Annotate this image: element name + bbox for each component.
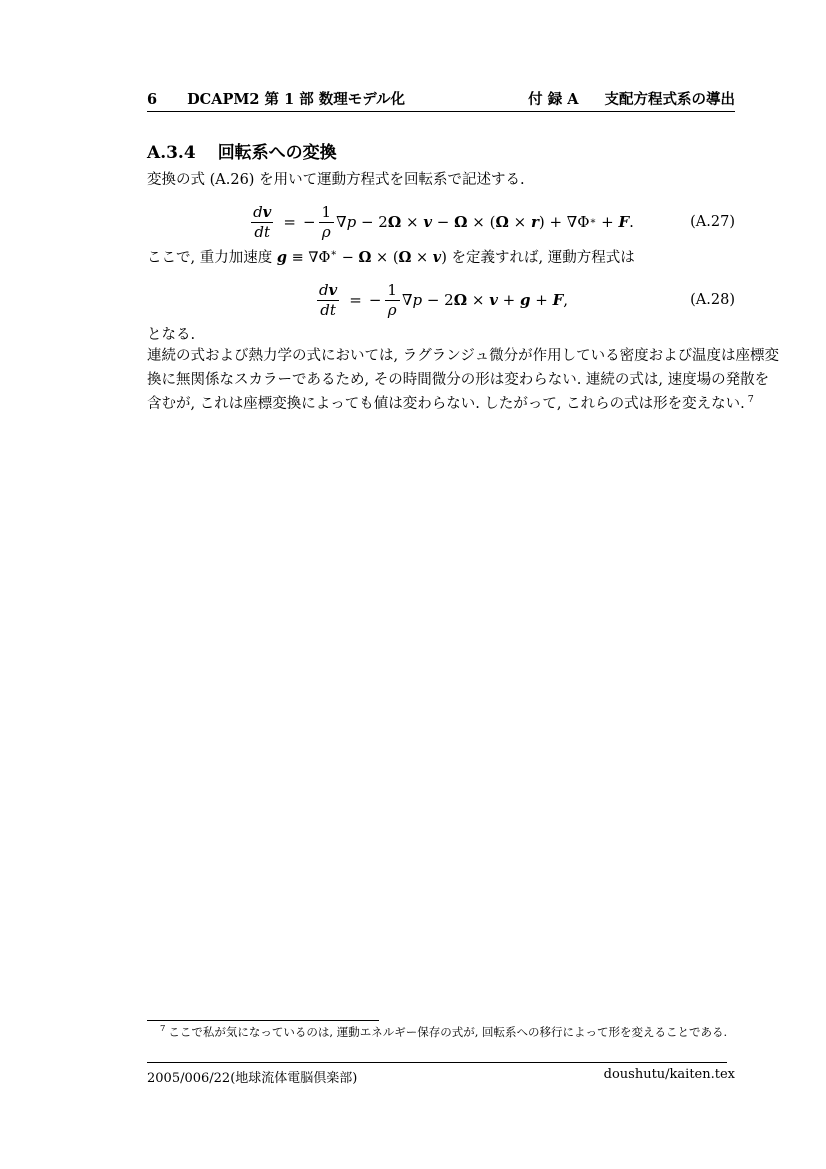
fraction-dv-dt: $\frac{dv}{dt}$ [253, 202, 272, 241]
header-rule [147, 111, 735, 112]
nabla-symbol: ∇ [401, 291, 413, 309]
minus-sign: − [368, 291, 382, 309]
omega-vector: Ω [453, 291, 468, 309]
page-footer [147, 1067, 735, 1086]
velocity-vector: v [423, 213, 433, 231]
velocity-vector: v [432, 249, 442, 266]
position-vector: r [530, 213, 539, 231]
gravity-vector: g [520, 291, 531, 309]
equals-sign: = [349, 291, 362, 309]
force-vector: F [552, 291, 564, 309]
omega-vector: Ω [358, 249, 372, 266]
page-header [147, 88, 735, 109]
footer-publisher: 2005/006/22(地球流体電脳倶楽部) [147, 1071, 358, 1086]
footer-rule [147, 1062, 727, 1063]
equation-a28 [147, 278, 735, 322]
footer-filename: doushutu/kaiten.tex [603, 1067, 735, 1082]
paragraph-line: 連続の式および熱力学の式においては, ラグランジュ微分が作用している密度および温度は座標変 [147, 348, 780, 364]
equation-a28-label: (A.28) [690, 292, 735, 308]
equals-sign: = [283, 213, 296, 231]
omega-vector: Ω [387, 213, 402, 231]
header-left [147, 88, 405, 109]
footnote-mark: 7 [160, 1024, 166, 1035]
fraction-dv-dt: $\frac{dv}{dt}$ [318, 280, 338, 319]
omega-vector: Ω [454, 213, 468, 231]
continuity-paragraph [147, 344, 780, 416]
section-number: A.3.4 [147, 143, 196, 163]
fraction-1-rho: $\frac{1}{\rho}$ [384, 283, 400, 318]
equation-a27 [147, 200, 735, 244]
header-right [528, 88, 735, 109]
intro-paragraph: 変換の式 (A.26) を用いて運動方程式を回転系で記述する. [147, 172, 525, 188]
equation-a27-body: $\frac{dv}{dt}$ = − $\frac{1}{\rho}$ ∇ p − 2 Ω × v − Ω × ( Ω × r ) + ∇Φ ∗ + F . [147, 200, 735, 244]
omega-vector: Ω [495, 213, 509, 231]
force-vector: F [618, 213, 630, 231]
fraction-1-rho: $\frac{1}{\rho}$ [319, 205, 335, 240]
footnote-text: ここで私が気になっているのは, 運動エネルギー保存の式が, 回転系への移行によって形を変えることである. [168, 1025, 728, 1039]
gravity-vector: g [276, 249, 287, 266]
nabla-symbol: ∇ [336, 213, 347, 231]
omega-vector: Ω [398, 249, 412, 266]
header-appendix-label: 付 録 A [528, 91, 579, 108]
equation-a27-label: (A.27) [690, 214, 735, 230]
footnote-reference-7: 7 [747, 394, 754, 406]
page-number: 6 [147, 91, 158, 108]
paragraph-line: 換に無関係なスカラーであるため, その時間微分の形は変わらない. 連続の式は, 速度場の発散を [147, 372, 770, 388]
velocity-vector: v [489, 291, 498, 309]
footnote-rule [147, 1020, 379, 1021]
paragraph-line: 含むが, これは座標変換によっても値は変わらない. したがって, これらの式は形を変えない. $^7$ [147, 394, 754, 412]
gravity-definition-paragraph: ここで, 重力加速度 g ≡ ∇Φ∗ − Ω × (Ω × v) を定義すれば, 運動方程式は [147, 248, 635, 266]
minus-sign: − [302, 213, 316, 231]
section-title: 回転系への変換 [217, 143, 337, 163]
equation-a28-body: $\frac{dv}{dt}$ = − $\frac{1}{\rho}$ ∇ p − 2 Ω × v + g + F , [147, 278, 735, 322]
section-heading [147, 138, 337, 163]
header-right-title: 支配方程式系の導出 [604, 91, 735, 108]
phi-star-superscript: ∗ [330, 248, 338, 260]
header-left-title: DCAPM2 第 1 部 数理モデル化 [187, 91, 406, 108]
tonaru-line: となる. [147, 327, 196, 343]
footnote-7 [147, 1024, 760, 1040]
